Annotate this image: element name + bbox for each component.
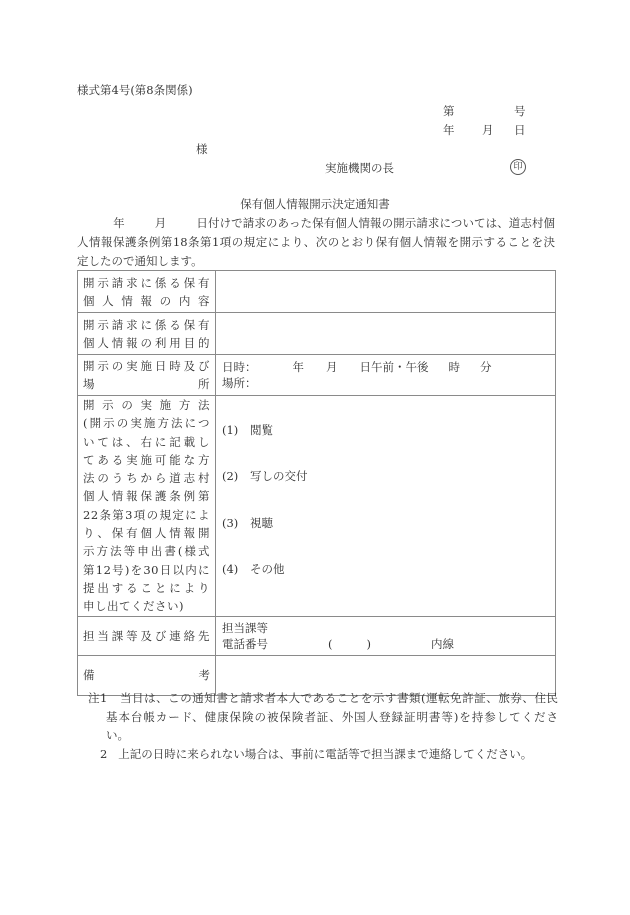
document-number-prefix: 第 (443, 104, 455, 118)
label-line: 担当課等及び連絡先 (83, 628, 210, 643)
method-option-other[interactable] (222, 561, 285, 577)
method-options (216, 396, 556, 617)
intro-line-1 (77, 214, 555, 233)
note-1-line-2: 基本台帳カード、健康保険の被保険者証、外国人登録証明書等)を持参してくださ (106, 709, 558, 724)
label-line: (開示の実施方法につ (83, 416, 210, 431)
label-line (83, 375, 210, 393)
form-number: 様式第4号(第8条関係) (77, 83, 193, 97)
note-1-text: 当日は、この通知書と請求者本人であることを示す書類(運転免許証、旅券、住民 (119, 691, 559, 705)
note-1-line-3: い。 (106, 728, 129, 742)
label-line: 提出することにより (83, 580, 210, 595)
date-year-label: 年 (443, 123, 455, 137)
datetime-day-ampm: 日午前・午後 (359, 360, 429, 374)
method-option-view[interactable] (222, 422, 273, 438)
intro-month: 月 (154, 216, 167, 230)
contact-field[interactable] (216, 616, 556, 655)
label-line: いては、右に記載し (83, 434, 210, 449)
option-number: (3) (222, 515, 239, 530)
purpose-field[interactable] (216, 313, 556, 355)
datetime-year: 年 (292, 360, 304, 374)
row-label (78, 313, 216, 355)
label-line: 示方法等申出書(様式 (83, 544, 210, 559)
datetime-place-field[interactable] (216, 355, 556, 396)
intro-year: 年 (113, 216, 125, 230)
date-day-label: 日 (514, 123, 526, 137)
intro-paragraph (77, 214, 555, 271)
option-label: 視聴 (250, 515, 273, 530)
note-2 (88, 745, 558, 764)
table-row-datetime-place (78, 355, 556, 396)
method-option-audiovisual[interactable] (222, 515, 273, 531)
label-char: 考 (198, 668, 210, 683)
phone-line (222, 636, 549, 652)
datetime-line (222, 359, 549, 375)
datetime-minute: 分 (480, 360, 492, 374)
note-1-line-1 (88, 689, 558, 708)
notes-section (88, 689, 558, 763)
phone-paren-close: ) (366, 636, 371, 651)
label-line: 第12号)を30日以内に (83, 562, 210, 577)
datetime-hour: 時 (448, 360, 460, 374)
label-line: 法のうちから道志村 (83, 471, 210, 486)
note-2-text: 上記の日時に来られない場合は、事前に電話等で担当課まで連絡してください。 (118, 746, 533, 761)
label-char: 所 (198, 377, 210, 391)
label-line: 22条第3項の規定によ (83, 507, 210, 522)
label-line: 開示の実施日時及び (83, 359, 210, 373)
option-label: 写しの交付 (250, 468, 308, 483)
option-label: その他 (250, 561, 285, 576)
label-line: 個人情報の内容 (83, 293, 210, 308)
option-number: (2) (222, 468, 239, 483)
label-char: 備 (83, 668, 95, 683)
option-number: (1) (222, 422, 239, 437)
label-line: 開示請求に係る保有 (83, 317, 210, 332)
phone-paren-open: ( (328, 636, 333, 651)
method-option-copy[interactable] (222, 468, 308, 484)
label-line: 申し出てください) (83, 599, 184, 614)
label-line: てある実施可能な方 (83, 452, 210, 467)
row-label (78, 271, 216, 313)
label-line (83, 666, 210, 684)
department-label: 担当課等 (222, 620, 268, 635)
disclosure-table (77, 270, 556, 696)
content-field[interactable] (216, 271, 556, 313)
intro-line-2: 人情報保護条例第18条第1項の規定により、次のとおり保有個人情報を開示することを決 (77, 235, 555, 249)
datetime-month: 月 (326, 360, 338, 374)
intro-line1-text: 日付けで請求のあった保有個人情報の開示請求については、道志村個 (196, 216, 556, 230)
label-line: 個人情報の利用目的 (83, 335, 210, 350)
table-row-purpose (78, 313, 556, 355)
option-number: (4) (222, 561, 239, 576)
datetime-label: 日時： (222, 360, 257, 374)
document-number-suffix: 号 (514, 104, 526, 118)
row-label (78, 355, 216, 396)
row-label (78, 616, 216, 655)
label-line: 開示請求に係る保有 (83, 275, 210, 290)
addressee-honorific: 様 (196, 142, 208, 156)
date-month-label: 月 (482, 123, 494, 137)
intro-line-3: 定したので通知します。 (77, 254, 203, 268)
extension-label: 内線 (431, 636, 454, 651)
place-line: 場所： (222, 376, 257, 390)
label-line: 個人情報保護条例第 (83, 489, 210, 504)
label-line: 開示の実施方法 (83, 398, 210, 412)
label-char: 場 (83, 377, 95, 391)
seal-icon: 印 (510, 159, 526, 175)
table-row-contact (78, 616, 556, 655)
option-label: 閲覧 (250, 422, 273, 437)
note-2-number: 2 (100, 746, 108, 761)
phone-label: 電話番号 (222, 636, 268, 651)
table-row-method (78, 396, 556, 617)
table-row-content (78, 271, 556, 313)
row-label (78, 396, 216, 617)
note-1-number: 注1 (88, 691, 108, 705)
label-line: り、保有個人情報開 (83, 526, 210, 541)
document-title: 保有個人情報開示決定通知書 (240, 197, 390, 211)
issuer-title: 実施機関の長 (325, 161, 394, 175)
